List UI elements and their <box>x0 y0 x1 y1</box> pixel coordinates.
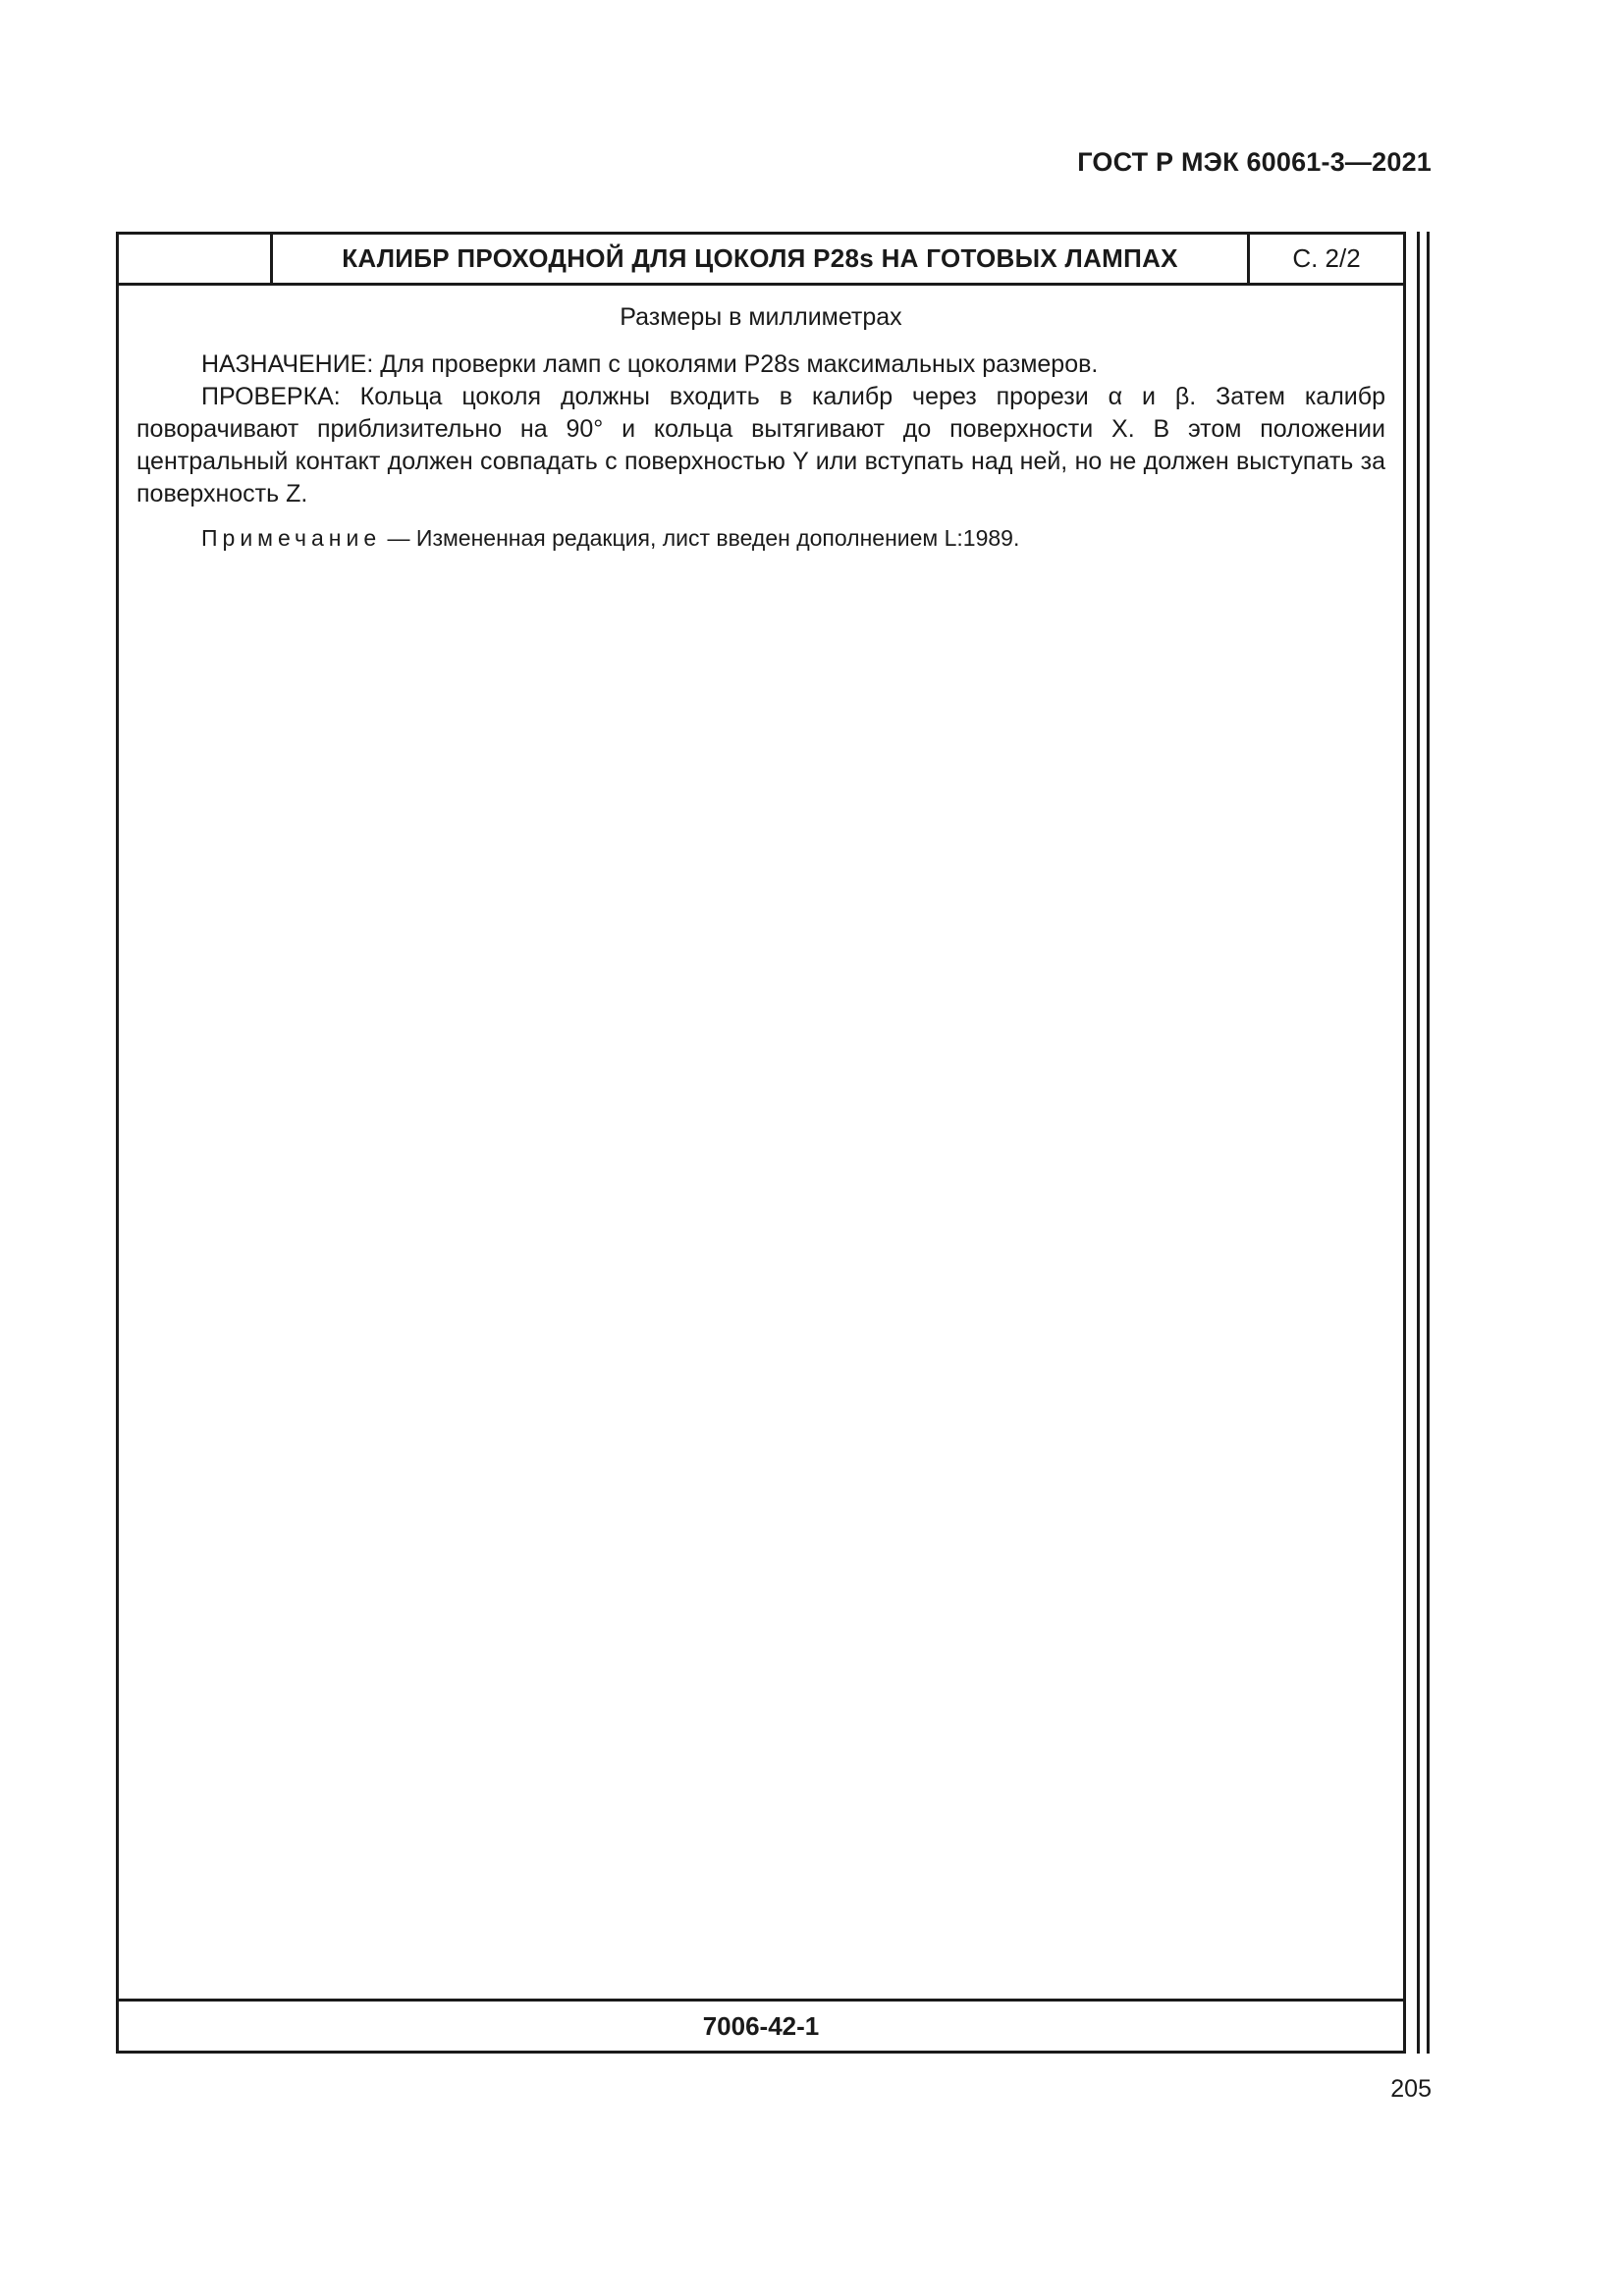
sheet-title-row <box>119 235 1403 286</box>
sheet-code: 7006-42-1 <box>119 1999 1403 2051</box>
binding-edge-line <box>1417 232 1420 2054</box>
standard-header: ГОСТ Р МЭК 60061-3—2021 <box>1077 147 1432 177</box>
note-label: Примечание <box>201 525 382 551</box>
note-text: — Измененная редакция, лист введен дополнением L:1989. <box>381 525 1020 551</box>
title-left-cell <box>119 235 273 283</box>
sheet-title: КАЛИБР ПРОХОДНОЙ ДЛЯ ЦОКОЛЯ P28s НА ГОТОВЫХ ЛАМПАХ <box>273 235 1250 283</box>
sheet-page-ref: С. 2/2 <box>1292 243 1361 273</box>
sheet-frame <box>116 232 1406 2054</box>
sheet-text <box>136 348 1385 555</box>
dimensions-note: Размеры в миллиметрах <box>620 303 902 331</box>
binding-edge-line <box>1427 232 1430 2054</box>
note-paragraph <box>136 522 1385 555</box>
page-number: 205 <box>1390 2075 1432 2103</box>
sheet-body <box>119 286 1403 2003</box>
check-paragraph: ПРОВЕРКА: Кольца цоколя должны входить в калибр через прорези α и β. Затем калибр поворачивают приблизительно на 90° и кольца вытягивают до поверхности X. В этом положении центральный контакт должен совпадать с поверхностью Y или вступать над ней, но не должен выступать за поверхность Z. <box>136 383 1385 507</box>
purpose-paragraph: НАЗНАЧЕНИЕ: Для проверки ламп с цоколями P28s максимальных размеров. <box>201 350 1099 378</box>
